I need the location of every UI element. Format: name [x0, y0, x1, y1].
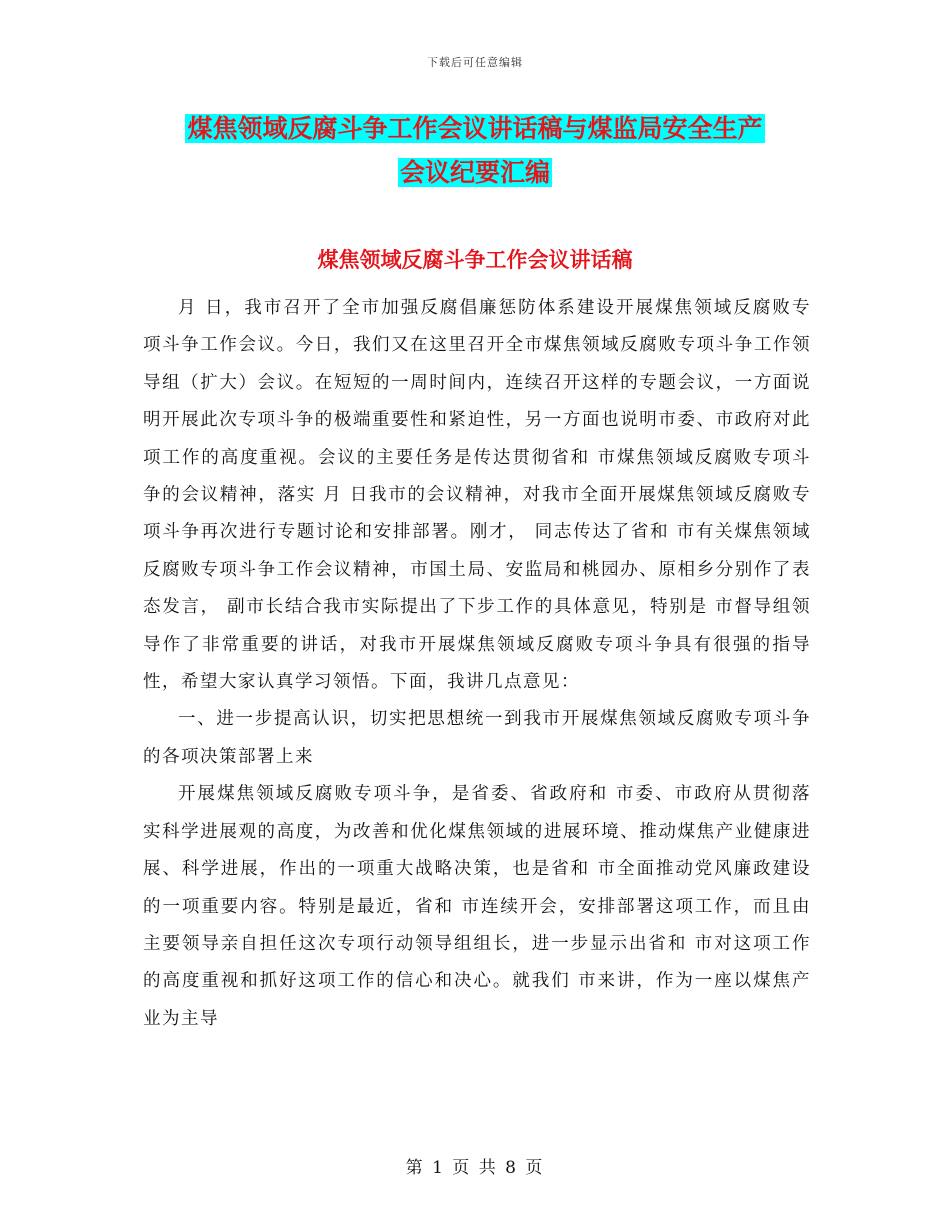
paragraph: 一、进一步提高认识，切实把思想统一到我市开展煤焦领域反腐败专项斗争的各项决策部署上来: [143, 709, 811, 767]
section-title: 煤焦领域反腐斗争工作会议讲话稿: [317, 248, 633, 272]
document-title-line-2: [140, 150, 810, 196]
body-text: [143, 290, 811, 1038]
paragraph: 月 日，我市召开了全市加强反腐倡廉惩防体系建设开展煤焦领域反腐败专项斗争工作会议。今日，我们又在这里召开全市煤焦领域反腐败专项斗争工作领导组（扩大）会议。在短短的一周时间内，连续召开这样的专题会议，一方面说明开展此次专项斗争的极端重要性和紧迫性，另一方面也说明市委、市政府对此项工作的高度重视。会议的主要任务是传达贯彻省和 市煤焦领域反腐败专项斗争的会议精神，落实 月 日我市的会议精神，对我市全面开展煤焦领域反腐败专项斗争再次进行专题讨论和安排部署。刚才， 同志传达了省和 市有关煤焦领域反腐败专项斗争工作会议精神，市国土局、安监局和桃园办、原相乡分别作了表态发言， 副市长结合我市实际提出了下步工作的具体意见，特别是 市督导组领导作了非常重要的讲话，对我市开展煤焦领域反腐败专项斗争具有很强的指导性，希望大家认真学习领悟。下面，我讲几点意见：: [143, 298, 811, 693]
title-highlight-1: 煤焦领域反腐斗争工作会议讲话稿与煤监局安全生产: [187, 114, 763, 143]
document-title-line-1: [140, 106, 810, 152]
title-highlight-2: 会议纪要汇编: [399, 158, 550, 187]
header-note: 下载后可任意编辑: [427, 56, 523, 69]
page-footer: 第 1 页 共 8 页: [405, 1158, 545, 1178]
paragraph: 开展煤焦领域反腐败专项斗争，是省委、省政府和 市委、市政府从贯彻落实科学进展观的高度，为改善和优化煤焦领域的进展环境、推动煤焦产业健康进展、科学进展，作出的一项重大战略决策，也是省和 市全面推动党风廉政建设的一项重要内容。特别是最近，省和 市连续开会，安排部署这项工作，而且由主要领导亲自担任这次专项行动领导组组长，进一步显示出省和 市对这项工作的高度重视和抓好这项工作的信心和决心。就我们 市来讲，作为一座以煤焦产业为主导: [143, 784, 811, 1029]
